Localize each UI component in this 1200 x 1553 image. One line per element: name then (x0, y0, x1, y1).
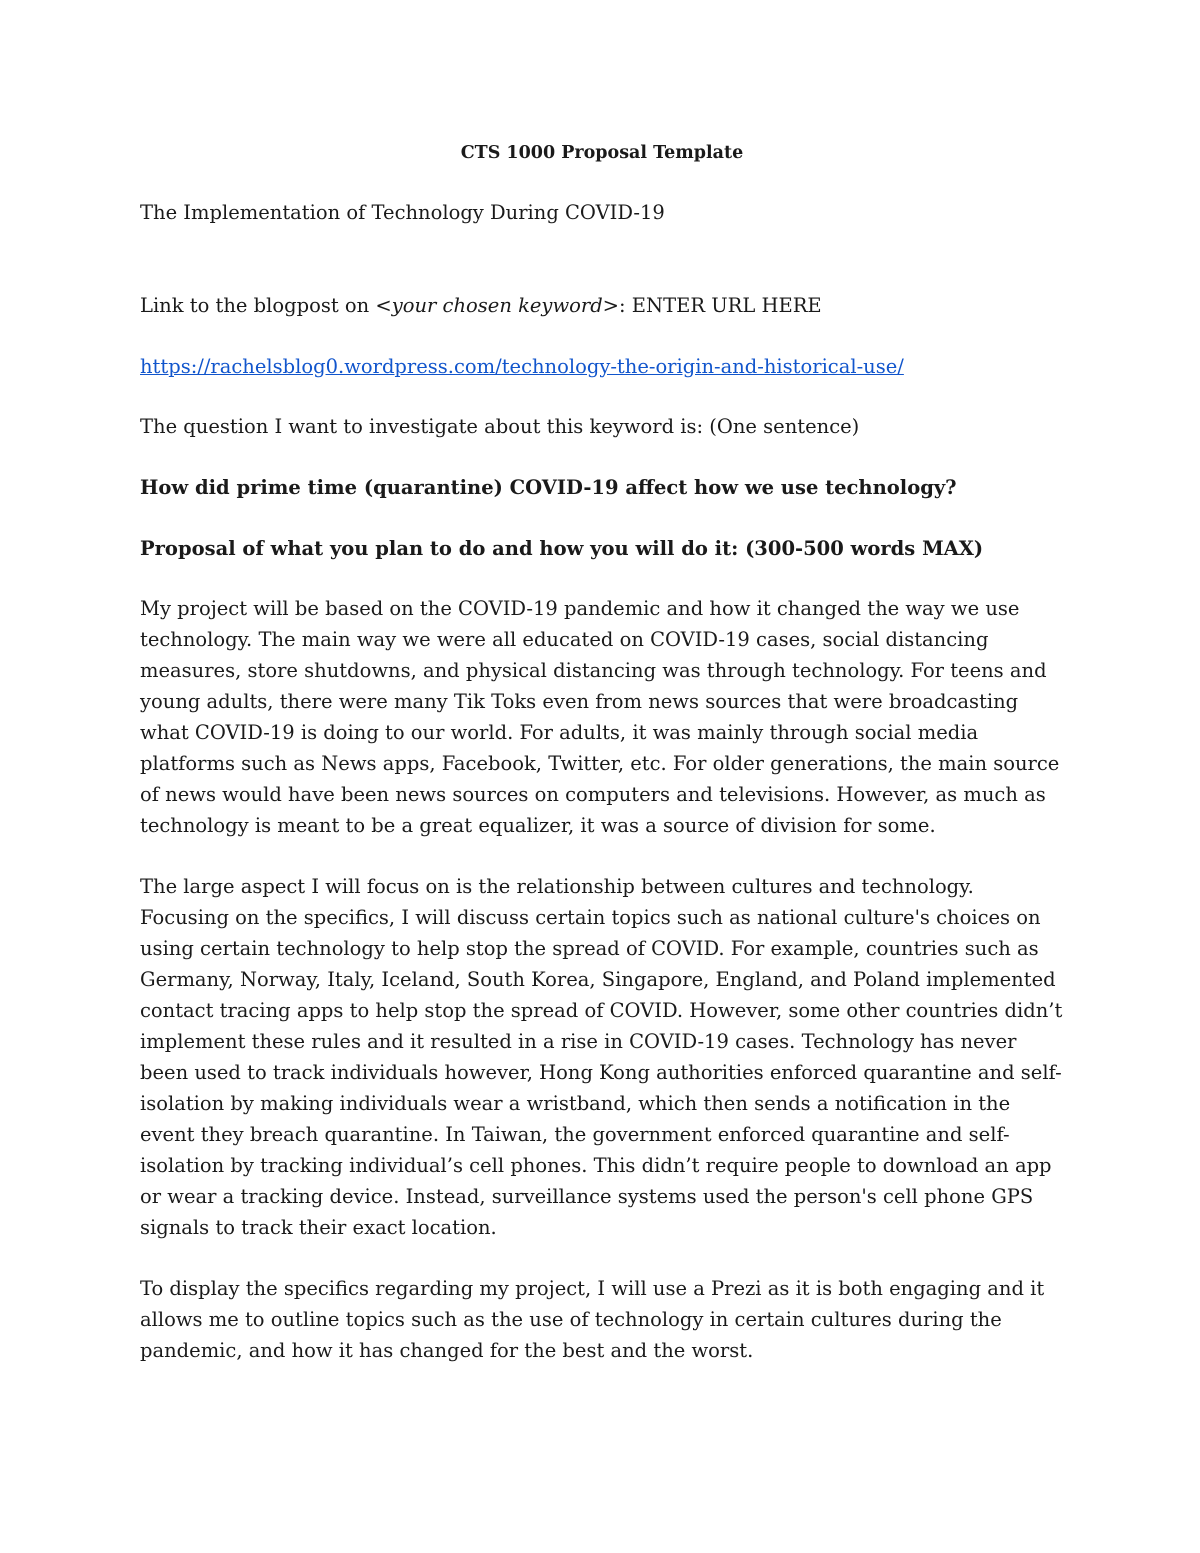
document-content (140, 138, 1064, 1366)
document-title: CTS 1000 Proposal Template (460, 143, 744, 163)
proposal-heading: Proposal of what you plan to do and how you will do it: (300-500 words MAX) (140, 537, 984, 560)
proposal-paragraph: To display the specifics regarding my project, I will use a Prezi as it is both engaging and it allows me to outline topics such as the use of technology in certain cultures during the pandemic, and how it has changed for the best and the worst. (140, 1277, 1045, 1362)
blog-url-link[interactable]: https://rachelsblog0.wordpress.com/technology-the-origin-and-historical-use/ (140, 355, 904, 378)
link-prefix: Link to the blogpost on (140, 294, 376, 317)
link-keyword: <your chosen keyword> (375, 294, 620, 317)
document-subtitle: The Implementation of Technology During COVID-19 (140, 201, 665, 224)
proposal-paragraph: The large aspect I will focus on is the relationship between cultures and technology. Focusing on the specifics, I will discuss certain topics such as national culture's choices on using certain technology to help stop the spread of COVID. For example, countries such as Germany, Norway, Italy, Iceland, South Korea, Singapore, England, and Poland implemented contact tracing apps to help stop the spread of COVID. However, some other countries didn’t implement these rules and it resulted in a rise in COVID-19 cases. Technology has never been used to track individuals however, Hong Kong authorities enforced quarantine and self-isolation by making individuals wear a wristband, which then sends a notification in the event they breach quarantine. In Taiwan, the government enforced quarantine and self-isolation by tracking individual’s cell phones. This didn’t require people to download an app or wear a tracking device. Instead, surveillance systems used the person's cell phone GPS signals to track their exact location. (140, 875, 1063, 1239)
proposal-paragraph: My project will be based on the COVID-19 pandemic and how it changed the way we use technology. The main way we were all educated on COVID-19 cases, social distancing measures, store shutdowns, and physical distancing was through technology. For teens and young adults, there were many Tik Toks even from news sources that were broadcasting what COVID-19 is doing to our world. For adults, it was mainly through social media platforms such as News apps, Facebook, Twitter, etc. For older generations, the main source of news would have been news sources on computers and televisions. However, as much as technology is meant to be a great equalizer, it was a source of division for some. (140, 597, 1060, 837)
link-suffix: : ENTER URL HERE (619, 294, 822, 317)
research-question: How did prime time (quarantine) COVID-19 affect how we use technology? (140, 476, 957, 499)
blog-link-line (140, 290, 1064, 321)
question-prompt: The question I want to investigate about this keyword is: (One sentence) (140, 415, 860, 438)
